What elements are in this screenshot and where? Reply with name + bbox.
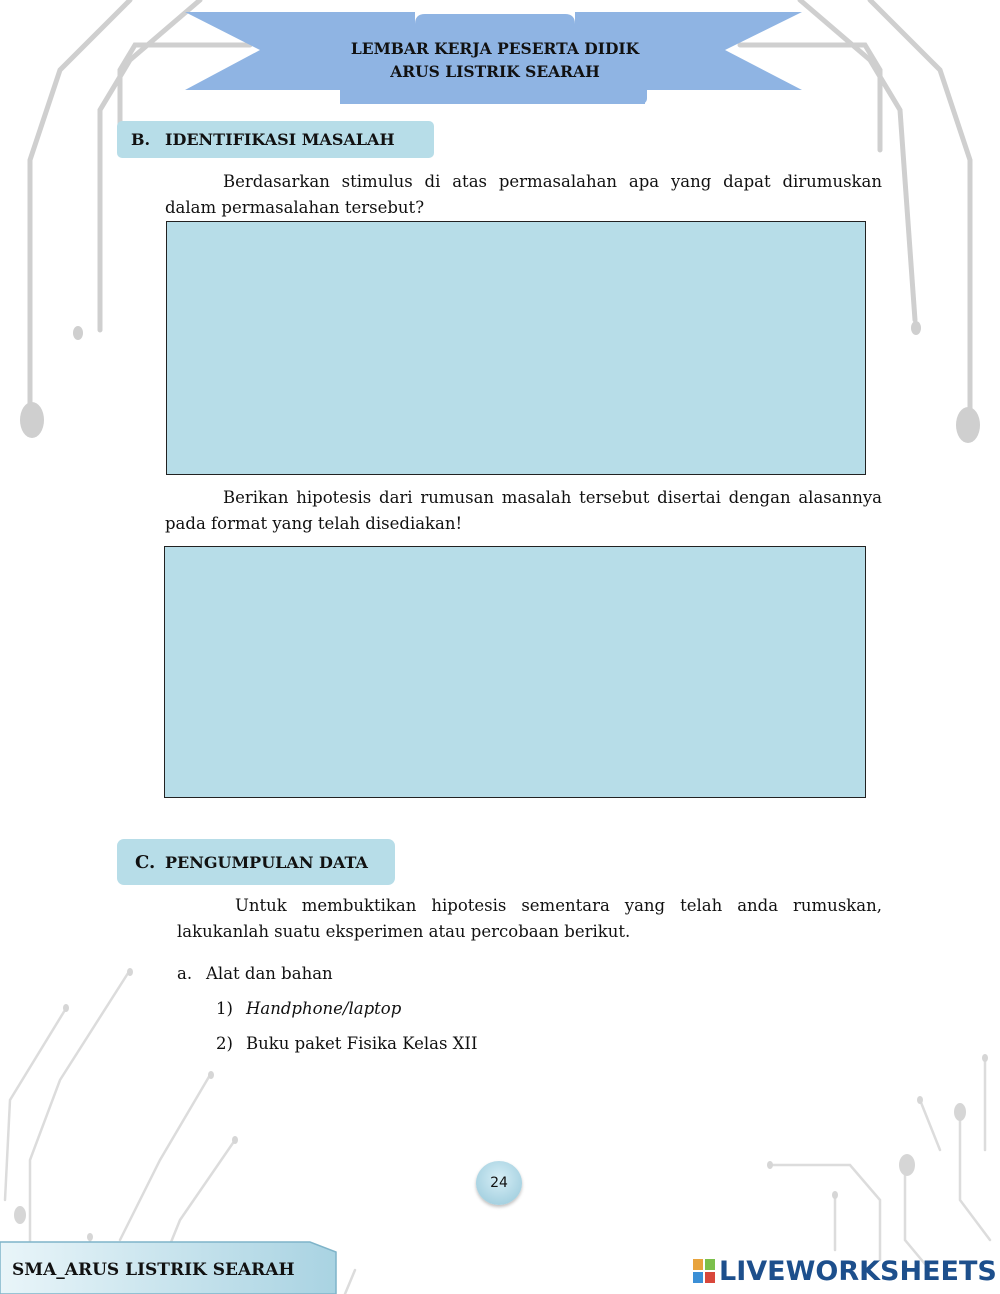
data-collection-intro-text: Untuk membuktikan hipotesis sementara yang telah anda rumuskan, lakukanlah suatu eksperimen atau percobaan berikut. bbox=[177, 896, 882, 941]
liveworksheets-icon bbox=[693, 1259, 715, 1283]
hypothesis-prompt-text: Berikan hipotesis dari rumusan masalah tersebut disertai dengan alasannya pada format yang telah disediakan! bbox=[165, 488, 882, 533]
page-number-badge bbox=[476, 1161, 522, 1205]
section-c-header bbox=[117, 839, 395, 885]
list-item-text: Handphone/laptop bbox=[246, 999, 402, 1018]
liveworksheets-logo bbox=[693, 1254, 997, 1288]
worksheet-title-line1: LEMBAR KERJA PESERTA DIDIK bbox=[350, 39, 640, 58]
footer-label: SMA_ARUS LISTRIK SEARAH bbox=[12, 1260, 295, 1280]
list-item bbox=[216, 998, 401, 1020]
section-b-header bbox=[117, 121, 434, 158]
problem-prompt bbox=[165, 169, 882, 221]
section-b-letter: B. bbox=[131, 130, 151, 149]
hypothesis-answer-box[interactable] bbox=[164, 546, 866, 798]
footer-tab bbox=[0, 1240, 340, 1294]
sublist-marker: a. bbox=[177, 964, 193, 983]
section-b-title: IDENTIFIKASI MASALAH bbox=[165, 130, 395, 149]
sublist-heading bbox=[177, 963, 333, 985]
section-c-letter: C. bbox=[135, 851, 156, 873]
sublist-title: Alat dan bahan bbox=[206, 964, 333, 983]
header-banner bbox=[185, 10, 805, 106]
page-number: 24 bbox=[490, 1175, 508, 1191]
list-item bbox=[216, 1033, 477, 1055]
hypothesis-prompt bbox=[165, 485, 882, 537]
list-item-marker: 2) bbox=[216, 1034, 233, 1053]
worksheet-title-line2: ARUS LISTRIK SEARAH bbox=[390, 62, 600, 81]
section-c-title: PENGUMPULAN DATA bbox=[165, 852, 368, 872]
list-item-marker: 1) bbox=[216, 999, 233, 1018]
problem-prompt-text: Berdasarkan stimulus di atas permasalahan apa yang dapat dirumuskan dalam permasalahan tersebut? bbox=[165, 172, 882, 217]
list-item-text: Buku paket Fisika Kelas XII bbox=[246, 1034, 478, 1053]
data-collection-intro bbox=[177, 893, 882, 945]
liveworksheets-brand: LIVEWORKSHEETS bbox=[719, 1255, 997, 1287]
problem-answer-box[interactable] bbox=[166, 221, 866, 475]
